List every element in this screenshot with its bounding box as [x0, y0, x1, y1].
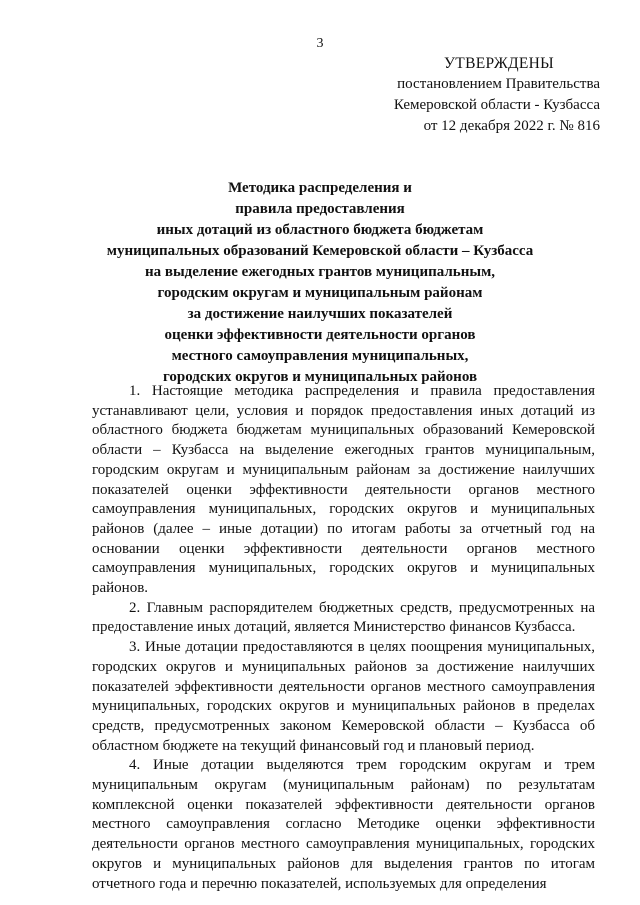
page-number: 3: [316, 36, 324, 51]
title-line: оценки эффективности деятельности органов: [164, 327, 476, 343]
paragraph: 2. Главным распорядителем бюджетных средств, предусмотренных на предоставление иных дотаций, является Министерство финансов Кузбасса.: [92, 599, 595, 636]
approval-line: Кемеровской области - Кузбасса: [393, 97, 600, 113]
paragraph: 4. Иные дотации выделяются трем городским округам и трем муниципальным округам (муниципальным районам) по результатам комплексной оценки показателей эффективности деятельности органов местного самоуправления согласно Методике оценки эффективности деятельности органов местного самоуправления муниципальных, городских округов и муниципальных районов для выделения грантов по итогам отчетного года и перечню показателей, используемых для определения: [92, 757, 595, 892]
title-line: муниципальных образований Кемеровской области – Кузбасса: [106, 243, 534, 259]
title-line: городским округам и муниципальным районам: [157, 285, 483, 301]
approval-stamp: [340, 53, 600, 137]
title-line: иных дотаций из областного бюджета бюджетам: [156, 222, 484, 238]
approval-line: от 12 декабря 2022 г. № 816: [423, 118, 600, 134]
title-line: местного самоуправления муниципальных,: [171, 348, 469, 364]
paragraph: 1. Настоящие методика распределения и правила предоставления устанавливают цели, условия и порядок предоставления иных дотаций из областного бюджета бюджетам муниципальных образований Кемеровской области – Кузбасса на выделение ежегодных грантов муниципальным, городским округам и муниципальным районам за достижение наилучших показателей оценки эффективности деятельности органов местного самоуправления муниципальных, городских округов и муниципальных районов (далее – иные дотации) по итогам работы за отчетный год на основании оценки эффективности деятельности органов местного самоуправления муниципальных, городских округов и муниципальных районов.: [92, 383, 595, 597]
approval-heading: УТВЕРЖДЕНЫ: [444, 55, 554, 72]
approval-line: постановлением Правительства: [397, 76, 600, 92]
document-body: [92, 382, 595, 894]
title-line: правила предоставления: [235, 201, 405, 217]
title-line: Методика распределения и: [228, 180, 412, 196]
paragraph: 3. Иные дотации предоставляются в целях поощрения муниципальных, городских округов и муниципальных районов за достижение наилучших показателей эффективности деятельности органов местного самоуправления муниципальных, городских округов и муниципальных районов в пределах средств, предусмотренных законом Кемеровской области – Кузбасса об областном бюджете на текущий финансовый год и плановый период.: [92, 639, 595, 754]
document-title: [80, 178, 560, 388]
title-line: на выделение ежегодных грантов муниципальным,: [144, 264, 496, 280]
title-line: за достижение наилучших показателей: [187, 306, 453, 322]
title-line: городских округов и муниципальных районов: [162, 369, 478, 385]
